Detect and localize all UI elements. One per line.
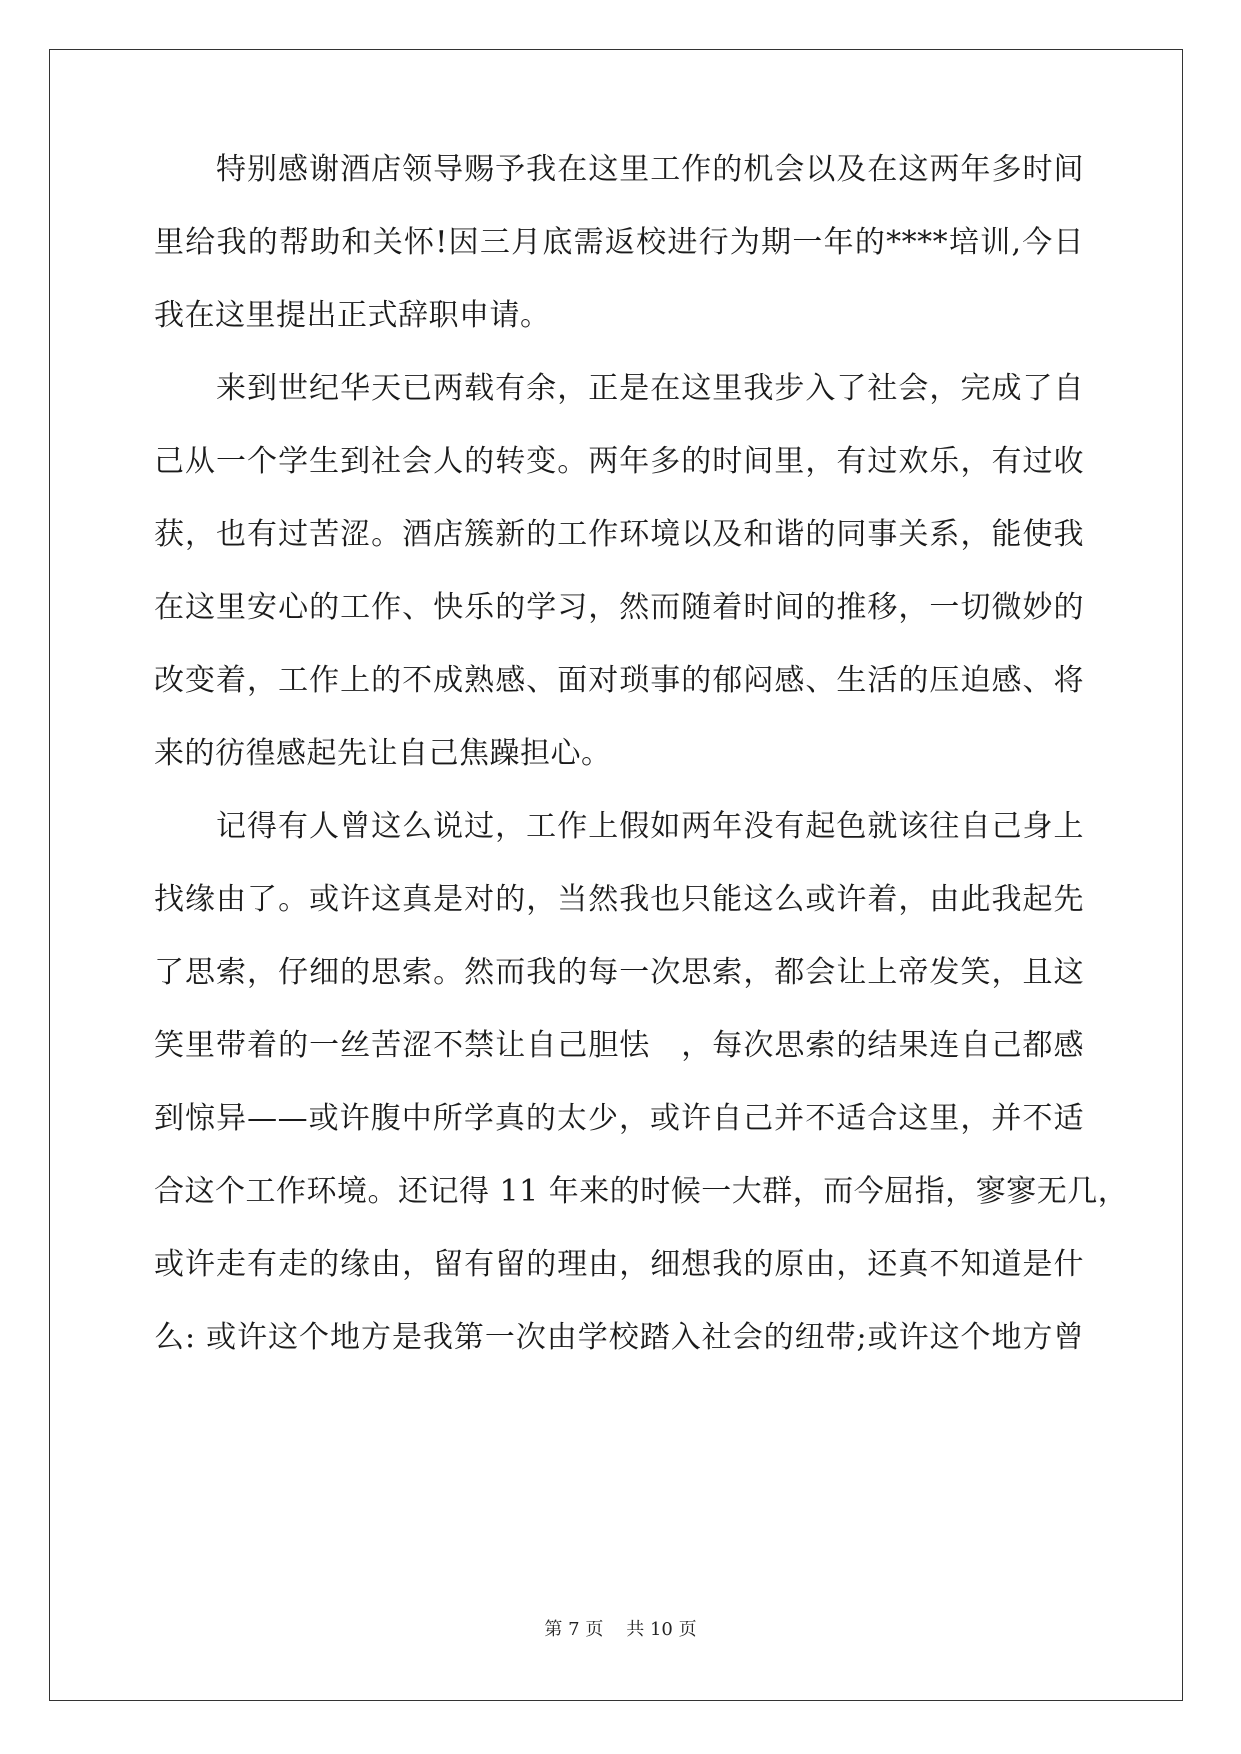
- paragraph-1-line-1: 特别感谢酒店领导赐予我在这里工作的机会以及在这两年多时间: [216, 152, 1084, 187]
- paragraph-3-line-4: 笑里带着的一丝苦涩不禁让自己胆怯 ，每次思索的结果连自己都感: [154, 1028, 1084, 1063]
- page-footer: [0, 1618, 1241, 1642]
- paragraph-2-line-3: 获，也有过苦涩。酒店簇新的工作环境以及和谐的同事关系，能使我: [154, 517, 1084, 552]
- paragraph-3-line-8: 么: 或许这个地方是我第一次由学校踏入社会的纽带;或许这个地方曾: [154, 1320, 1084, 1355]
- paragraph-3-line-5: 到惊异——或许腹中所学真的太少，或许自己并不适合这里，并不适: [154, 1101, 1084, 1136]
- paragraph-1-line-2: 里给我的帮助和关怀!因三月底需返校进行为期一年的****培训,今日: [154, 225, 1084, 260]
- paragraph-3-line-6: 合这个工作环境。还记得 11 年来的时候一大群，而今屈指，寥寥无几，: [154, 1174, 1129, 1209]
- paragraph-2-line-2: 己从一个学生到社会人的转变。两年多的时间里，有过欢乐，有过收: [154, 444, 1084, 479]
- paragraph-3-line-1: 记得有人曾这么说过，工作上假如两年没有起色就该往自己身上: [216, 809, 1084, 844]
- page-total: 共 10 页: [626, 1619, 697, 1640]
- paragraph-3-line-2: 找缘由了。或许这真是对的，当然我也只能这么或许着，由此我起先: [154, 882, 1084, 917]
- paragraph-1-line-3: 我在这里提出正式辞职申请。: [154, 298, 551, 333]
- paragraph-2-line-1: 来到世纪华天已两载有余，正是在这里我步入了社会，完成了自: [216, 371, 1084, 406]
- paragraph-2-line-5: 改变着，工作上的不成熟感、面对琐事的郁闷感、生活的压迫感、将: [154, 663, 1084, 698]
- paragraph-3-line-3: 了思索，仔细的思索。然而我的每一次思索，都会让上帝发笑，且这: [154, 955, 1084, 990]
- paragraph-2-line-6: 来的彷徨感起先让自己焦躁担心。: [154, 736, 612, 771]
- paragraph-2-line-4: 在这里安心的工作、快乐的学习，然而随着时间的推移，一切微妙的: [154, 590, 1084, 625]
- page-number: 第 7 页: [544, 1619, 604, 1640]
- paragraph-3-line-7: 或许走有走的缘由，留有留的理由，细想我的原由，还真不知道是什: [154, 1247, 1084, 1282]
